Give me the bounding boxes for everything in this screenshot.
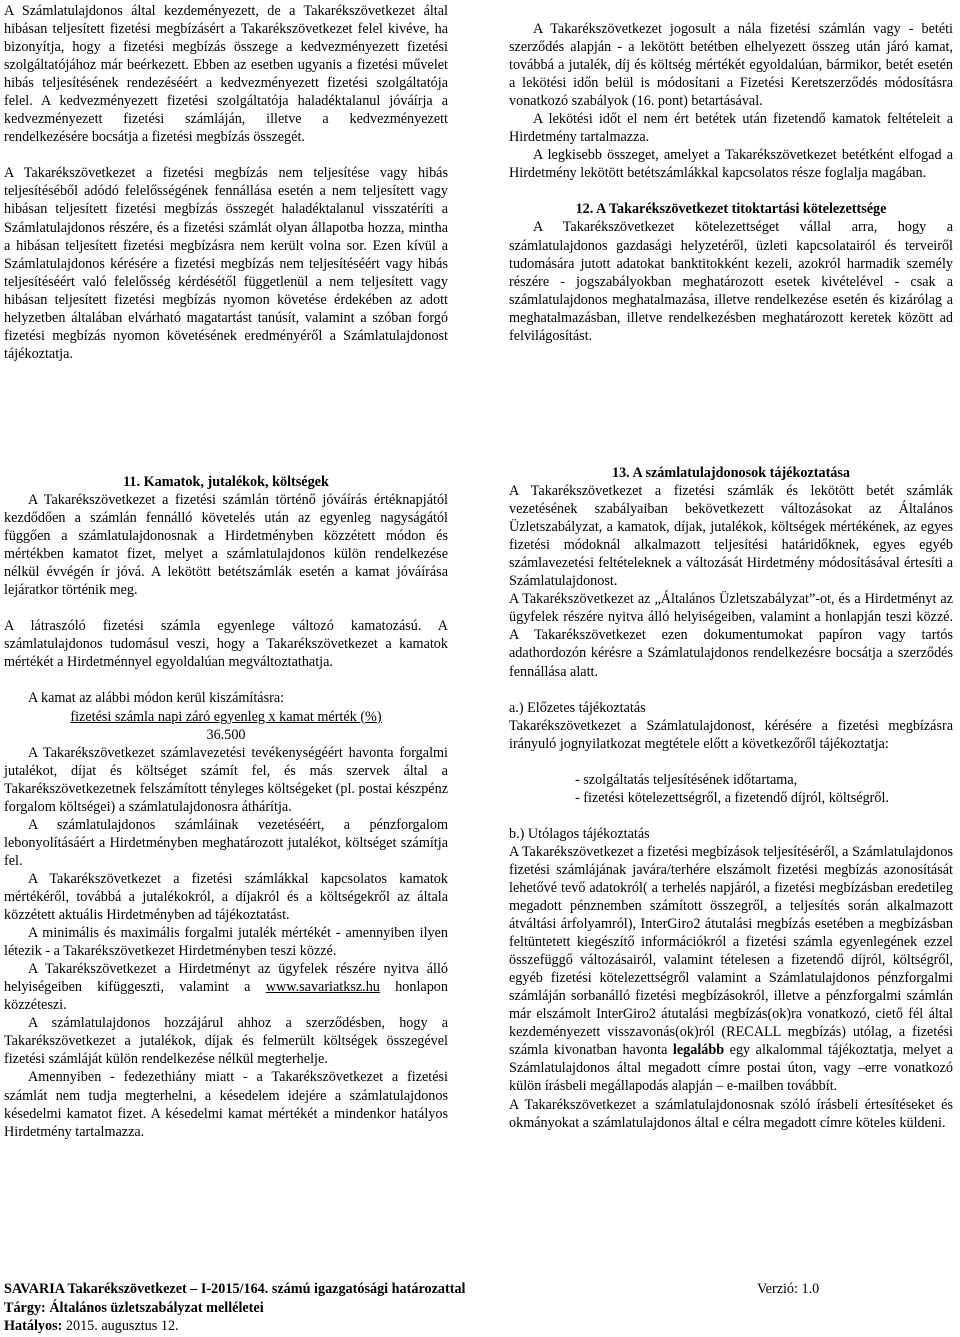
section-11-title: 11. Kamatok, jutalékok, költségek xyxy=(123,474,329,490)
text-before-link: A Takarékszövetkezet a Hirdetményt az ügyfelek részére nyitva álló helyiségeiben kifüggeszti, valamint a xyxy=(4,961,448,996)
list-item: - szolgáltatás teljesítésének időtartama, xyxy=(575,771,798,788)
left-top-column xyxy=(4,2,448,363)
formula-denominator: 36.500 xyxy=(206,726,246,743)
paragraph-nem-teljesites: A Takarékszövetkezet a fizetési megbízás nem teljesítése vagy hibás teljesítéséből adódó felelősségének fennállása esetén a nem teljesített vagy hibásan teljesített fizetési megbízás összegét haladéktalanul visszatéríti a Számlatulajdonos részére, és a fizetési számlát olyan állapotba hozza, mintha a hibásan teljesített fizetési megbízásra nem került volna sor. Ezen kívül a Számlatulajdonos kérésére a fizetési megbízás nem teljesítéséért vagy hibás teljesítéséért való felelősség kérdésétől függetlenül a nem teljesített vagy hibásan teljesített fizetési megbízás nyomon követése érdekében az adott helyzetben általában elvárható magatartást tanúsít, valamint a szóban forgó fizetési megbízás nyomon követésének eredményéről a Számlatulajdonost tájékoztatja. xyxy=(4,165,448,362)
text-after-link: honlapon közzéteszi. xyxy=(4,979,448,1014)
subsection-a-title: a.) Előzetes tájékoztatás xyxy=(509,699,646,716)
paragraph-penzforgalom-jutalek: A számlatulajdonos számláinak vezetéséért, a pénzforgalom lebonyolításáért a Hirdetményben meghatározott jutalékot, költséget számítja fel. xyxy=(4,816,448,869)
utolagos-text-after: egy alkalommal tájékoztatja, melyet a Számlatulajdonos által megadott címre postai úton, vagy –erre vonatkozó külön írásbeli megállapodás alapján – e-mailben továbbít. xyxy=(509,1042,954,1095)
footer-version: Verzió: 1.0 xyxy=(757,1281,820,1297)
footer-institution: SAVARIA Takarékszövetkezet – I-2015/164. számú igazgatósági határozattal xyxy=(4,1281,466,1297)
right-bottom-column xyxy=(509,464,953,1132)
footer-effective-label: Hatályos: xyxy=(4,1318,63,1334)
footer-line-1 xyxy=(4,1280,954,1299)
footer-subject xyxy=(4,1299,954,1318)
list-item: - fizetési kötelezettségről, a fizetendő díjról, költségről. xyxy=(575,789,889,806)
formula-numerator: fizetési számla napi záró egyenleg x kamat mérték (%) xyxy=(70,708,382,725)
footer-effective-date xyxy=(4,1317,954,1336)
section-13-title: 13. A számlatulajdonosok tájékoztatása xyxy=(611,465,851,481)
paragraph-utolagos-tajekoztatas xyxy=(509,843,953,1096)
paragraph-minimalis-jutalek: A minimális és maximális forgalmi jutalék mértékét - amennyiben ilyen létezik - a Takarékszövetkezet Hirdetményben teszi közzé. xyxy=(4,925,448,960)
paragraph-lekotesi-ido: A lekötési időt el nem ért betétek után fizetendő kamatok feltételeit a Hirdetmény tartalmazza. xyxy=(509,111,953,146)
paragraph-kesedelmi-kamat: Amennyiben - fedezethiány miatt - a Takarékszövetkezet a fizetési számlát nem tudja megterhelni, a késedelem idejére a számlatulajdonos késedelmi kamatot fizet. A késedelmi kamat mértékét a mindenkor hatályos Hirdetmény tartalmazza. xyxy=(4,1069,448,1140)
emphasis-legalabb: legalább xyxy=(672,1042,725,1059)
paragraph-hirdetmeny-tajekoztatas: A Takarékszövetkezet a fizetési számlákkal kapcsolatos kamatok mértékéről, továbbá a jutalékokról, a díjakról és a költségekről az általa közzétett aktuális Hirdetményben ad tájékoztatást. xyxy=(4,870,448,924)
right-top-column xyxy=(509,20,953,345)
paragraph-uzletszabalyzat-kozzetetel: A Takarékszövetkezet az „Általános Üzletszabályzat”-ot, és a Hirdetményt az ügyfelek részére nyitva álló helyiségeiben, valamint a honlapján teszi közzé. A Takarékszövetkezet ezen dokumentumokat papíron vagy tartós adathordozón kérésre a Számlatulajdonos rendelkezésre bocsátja a szerződés fennállása alatt. xyxy=(509,591,953,680)
paragraph-valtozasok-ertesites: A Takarékszövetkezet a fizetési számlák és lekötött betét számlák vezetésének szabályaiban bekövetkezett változásokat az Általános Üzletszabályzat, a kamatok, díjak, jutalékok, költségek mértékének, az egyes fizetési módoknál alkalmazott teljesítési határidőknek, egyes egyéb számlavezetési feltételeknek a változását Hirdetmény módosításával értesíti a Számlatulajdonost. xyxy=(509,483,953,590)
paragraph-valtozo-kamat: A látraszóló fizetési számla egyenlege változó kamatozású. A számlatulajdonos tudomásul veszi, hogy a Takarékszövetkezet a kamatok mértékét a Hirdetménnyel egyoldalúan megváltoztathatja. xyxy=(4,618,448,671)
paragraph-megterheles: A számlatulajdonos hozzájárul ahhoz a szerződésben, hogy a Takarékszövetkezet a jutalékok, díjak és felmerült költségek összegével fizetési számláját külön rendelkezése nélkül megterhelje. xyxy=(4,1015,448,1068)
paragraph-kamat-fizetes: A Takarékszövetkezet a fizetési számlán történő jóváírás értéknapjától kezdődően a számlán fennálló követelés után az egyenleg nagyságától függően a számlatulajdonosnak a Hirdetményben közzétett módon és mértékben kamatot fizet, melyet a számlatulajdonos külön rendelkezése nélkül évvégén ír jóvá. A lekötött betétszámlák esetén a kamat jóváírása lejáratkor történik meg. xyxy=(4,492,448,599)
section-12-title: 12. A Takarékszövetkezet titoktartási kötelezettsége xyxy=(575,201,887,218)
document-footer xyxy=(4,1280,954,1336)
paragraph-hibas-teljesites: A Számlatulajdonos által kezdeményezett, de a Takarékszövetkezet által hibásan teljesített fizetési megbízásért a Takarékszövetkezet felel kivéve, ha bizonyítja, hogy a fizetési megbízás összege a kedvezményezett fizetési szolgáltatójához már beérkezett. Ebben az esetben ugyanis a fizetési művelet hibás teljesítésének rendezéséért a kedvezményezett fizetési szolgáltatója felel. A kedvezményezett fizetési szolgáltatója haladéktalanul jóváírja a kedvezményezett fizetési számláján, illetve a kedvezményezett rendelkezésére bocsátja a fizetési megbízás összegét. xyxy=(4,3,448,146)
left-bottom-column xyxy=(4,473,448,1141)
website-link[interactable]: www.savariatksz.hu xyxy=(265,979,380,996)
utolagos-text: A Takarékszövetkezet a fizetési megbízások teljesítéséről, a Számlatulajdonos fizetési számlájának javára/terhére elszámolt fizetési megbízás azonosítását lehetővé tevő adatokról( a terhelés napjáról, a fizetési megbízásban eredetileg megadott pénznemben számított összegről, a teljesítés során alkalmazott átváltási árfolyamról), InterGiro2 átutalási megbízás esetében a megbízásban feltüntetett kiegészítő információkról a fizetési számla egyenlegének ezzel összefüggő változásairól, valamint tételesen a fizetendő díjról, költségről, egyéb fizetési kötelezettségről valamint a Számlatulajdonos pénzforgalmi számláján sorbanálló fizetési megbízásokról, illetve a pénzforgalmi számlán már elszámolt InterGiro2 átutalási megbízás(ok)ra vonatkozó, ciető fél által kezdeményezett visszavonás(ok)ról (RECALL megbízás) utólag, a fizetési számla kivonatban havonta xyxy=(509,843,953,1059)
paragraph-legkisebb-osszeg: A legkisebb összeget, amelyet a Takarékszövetkezet betétként elfogad a Hirdetmény lekötött betétszámlákkal kapcsolatos része foglalja magában. xyxy=(509,147,953,182)
subsection-b-title: b.) Utólagos tájékoztatás xyxy=(509,825,650,842)
footer-subject-text: Tárgy: Általános üzletszabályzat melléletei xyxy=(4,1299,264,1316)
formula-intro: A kamat az alábbi módon kerül kiszámításra: xyxy=(28,690,285,707)
footer-effective-value: 2015. augusztus 12. xyxy=(62,1318,179,1334)
paragraph-elozetes-tajekoztatas: Takarékszövetkezet a Számlatulajdonost, kérésére a fizetési megbízásra irányuló jognyilatkozat megtétele előtt a következőről tájékoztatja: xyxy=(509,717,953,752)
paragraph-kamat-modositas: A Takarékszövetkezet jogosult a nála fizetési számlán vagy - betéti szerződés alapján - a lekötött betétben elhelyezett összeg után járó kamat, továbbá a jutalék, díj és költség mértékét egyoldalúan, bármikor, betét esetén a lekötési időn belül is módosítani a Fizetési Keretszerződés módosításra vonatkozó szabályok (16. pont) betartásával. xyxy=(509,21,953,110)
paragraph-ertesitesek-kuldese: A Takarékszövetkezet a számlatulajdonosnak szóló írásbeli értesítéseket és okmányokat a számlatulajdonos által e célra megadott címre köteles küldeni. xyxy=(509,1096,953,1131)
paragraph-hirdetmeny-kozzetetel xyxy=(4,960,448,1014)
paragraph-szamlavezetes-jutalek: A Takarékszövetkezet számlavezetési tevékenységéért havonta forgalmi jutalékot, díjat és költséget számít fel, és más szervek által a Takarékszövetkezetnek felszámított tényleges költségeket (pl. postai készpénz forgalom költségei) a számlatulajdonosra áthárítja. xyxy=(4,744,448,815)
paragraph-titoktartas: A Takarékszövetkezet kötelezettséget vállal arra, hogy a számlatulajdonos gazdasági helyzetéről, üzleti kapcsolatairól és terveiről tudomására jutott adatokat banktitokként kezeli, azokról harmadik személy részére - jogszabályokban meghatározott esetek kivételével - csak a számlatulajdonos meghatalmazása, illetve rendelkezése esetén és kizárólag a meghatalmazásban, illetve rendelkezésben meghatározott keretek között ad felvilágosítást. xyxy=(509,219,953,344)
